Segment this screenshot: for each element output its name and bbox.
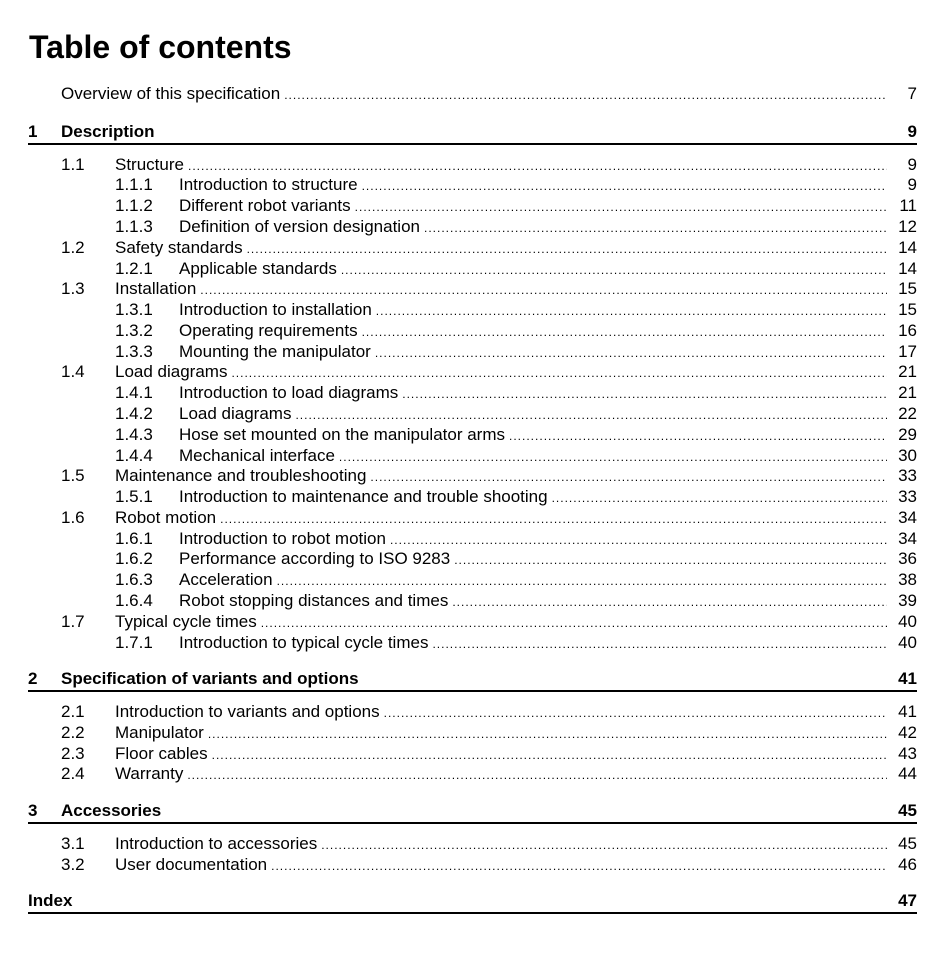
toc-page-number: 40 — [898, 612, 917, 631]
toc-page-number: 11 — [899, 196, 917, 215]
toc-entry-1-4-4[interactable] — [115, 446, 917, 467]
toc-entry-number: 1.4.4 — [115, 446, 153, 465]
toc-entry-number: 1.6 — [61, 508, 85, 527]
toc-entry-1-4-3[interactable] — [115, 425, 917, 446]
toc-entry-number: 1.3.3 — [115, 342, 153, 361]
toc-entry-label: Introduction to load diagrams — [179, 383, 399, 402]
toc-entry-1-3[interactable] — [61, 279, 917, 300]
toc-entry-1-1-3[interactable] — [115, 217, 917, 238]
toc-entry-1-6-3[interactable] — [115, 570, 917, 591]
toc-entry-number: 1.3.2 — [115, 321, 153, 340]
toc-entry-number: 1.2 — [61, 238, 85, 257]
toc-page-number: 38 — [898, 570, 917, 589]
toc-chapter-number: 2 — [28, 669, 38, 688]
toc-entry-1-1-1[interactable] — [115, 175, 917, 196]
toc-leader-dots — [231, 363, 887, 383]
toc-leader-dots — [247, 239, 887, 259]
toc-leader-dots — [552, 488, 887, 508]
toc-page-number: 14 — [898, 259, 917, 278]
toc-page-number: 44 — [898, 764, 917, 783]
toc-leader-dots — [384, 703, 887, 723]
toc-page-number: 36 — [898, 549, 917, 568]
toc-leader-dots — [339, 447, 887, 467]
toc-entry-number: 1.1.3 — [115, 217, 153, 236]
page-title: Table of contents — [29, 29, 292, 65]
toc-entry-label: Introduction to variants and options — [115, 702, 380, 721]
toc-page-number: 40 — [898, 633, 917, 652]
toc-page-number: 21 — [898, 362, 917, 381]
toc-entry-label: User documentation — [115, 855, 268, 874]
toc-entry-label: Hose set mounted on the manipulator arms — [179, 425, 506, 444]
toc-entry-number: 1.3 — [61, 279, 85, 298]
toc-page-number: 45 — [898, 834, 917, 853]
toc-entry-number: 1.5 — [61, 466, 85, 485]
toc-entry-label: Structure — [115, 155, 184, 174]
toc-leader-dots — [200, 280, 887, 300]
toc-page-number: 47 — [898, 891, 917, 910]
toc-entry-number: 1.4.1 — [115, 383, 153, 402]
toc-entry-label: Load diagrams — [179, 404, 292, 423]
toc-page-number: 30 — [898, 446, 917, 465]
toc-entry-label: Installation — [115, 279, 197, 298]
toc-leader-dots — [355, 197, 887, 217]
toc-entry-label: Robot stopping distances and times — [179, 591, 449, 610]
toc-leader-dots — [212, 745, 887, 765]
toc-page-number: 33 — [898, 487, 917, 506]
toc-leader-dots — [424, 218, 887, 238]
toc-page-number: 43 — [898, 744, 917, 763]
toc-page-number: 9 — [907, 155, 917, 174]
toc-page-number: 29 — [898, 425, 917, 444]
toc-entry-label: Safety standards — [115, 238, 243, 257]
toc-chapter-3[interactable] — [28, 801, 917, 824]
toc-entry-label: Definition of version designation — [179, 217, 420, 236]
toc-entry-1-1[interactable] — [61, 155, 917, 176]
toc-entry-number: 1.4.2 — [115, 404, 153, 423]
toc-leader-dots — [208, 724, 887, 744]
toc-leader-dots — [277, 571, 887, 591]
toc-page-number: 34 — [898, 508, 917, 527]
toc-page-number: 46 — [898, 855, 917, 874]
toc-page-number: 17 — [898, 342, 917, 361]
toc-page-number: 22 — [898, 404, 917, 423]
toc-entry-1-3-3[interactable] — [115, 342, 917, 363]
toc-entry-2-1[interactable] — [61, 702, 917, 723]
toc-leader-dots — [370, 467, 887, 487]
toc-page-number: 34 — [898, 529, 917, 548]
toc-entry-label: Warranty — [115, 764, 184, 783]
toc-page-number: 39 — [898, 591, 917, 610]
toc-entry-1-7[interactable] — [61, 612, 917, 633]
toc-page-number: 15 — [898, 300, 917, 319]
toc-entry-label: Introduction to robot motion — [179, 529, 386, 548]
toc-entry-number: 1.6.1 — [115, 529, 153, 548]
toc-entry-number: 1.4.3 — [115, 425, 153, 444]
toc-entry-2-4[interactable] — [61, 764, 917, 785]
toc-leader-dots — [188, 156, 887, 176]
toc-entry-number: 2.4 — [61, 764, 85, 783]
toc-page-number: 9 — [907, 175, 917, 194]
toc-entry-label: Introduction to accessories — [115, 834, 318, 853]
toc-entry-overview[interactable] — [61, 84, 917, 105]
toc-page-number: 14 — [898, 238, 917, 257]
toc-entry-number: 1.6.2 — [115, 549, 153, 568]
toc-leader-dots — [402, 384, 887, 404]
toc-entry-label: Overview of this specification — [61, 84, 281, 103]
toc-page-number: 15 — [898, 279, 917, 298]
toc-entry-label: Typical cycle times — [115, 612, 257, 631]
toc-leader-dots — [376, 301, 887, 321]
toc-entry-label: Manipulator — [115, 723, 204, 742]
toc-entry-number: 1.7.1 — [115, 633, 153, 652]
toc-chapter-number: 3 — [28, 801, 38, 820]
toc-leader-dots — [454, 550, 887, 570]
toc-chapter-index[interactable] — [28, 891, 917, 914]
toc-entry-number: 1.6.3 — [115, 570, 153, 589]
toc-entry-1-4[interactable] — [61, 362, 917, 383]
toc-entry-1-2[interactable] — [61, 238, 917, 259]
toc-entry-3-2[interactable] — [61, 855, 917, 876]
toc-entry-label: Mounting the manipulator — [179, 342, 371, 361]
toc-leader-dots — [284, 85, 887, 105]
toc-entry-label: Different robot variants — [179, 196, 351, 215]
toc-chapter-label: Accessories — [61, 801, 162, 820]
toc-entry-1-6-4[interactable] — [115, 591, 917, 612]
toc-entry-1-6-2[interactable] — [115, 549, 917, 570]
toc-page-number: 21 — [898, 383, 917, 402]
toc-entry-label: Applicable standards — [179, 259, 337, 278]
toc-page-number: 9 — [907, 122, 917, 141]
toc-chapter-label: Description — [61, 122, 155, 141]
toc-entry-1-4-1[interactable] — [115, 383, 917, 404]
toc-entry-label: Introduction to typical cycle times — [179, 633, 429, 652]
toc-entry-number: 1.7 — [61, 612, 85, 631]
toc-leader-dots — [271, 856, 887, 876]
toc-leader-dots — [321, 835, 887, 855]
toc-leader-dots — [452, 592, 887, 612]
toc-leader-dots — [509, 426, 887, 446]
toc-leader-dots — [362, 176, 887, 196]
toc-entry-1-5-1[interactable] — [115, 487, 917, 508]
toc-entry-1-3-2[interactable] — [115, 321, 917, 342]
toc-chapter-2[interactable] — [28, 669, 917, 692]
toc-entry-number: 3.1 — [61, 834, 85, 853]
toc-leader-dots — [261, 613, 887, 633]
toc-entry-number: 1.4 — [61, 362, 85, 381]
toc-entry-label: Floor cables — [115, 744, 208, 763]
toc-leader-dots — [295, 405, 887, 425]
toc-entry-label: Maintenance and troubleshooting — [115, 466, 367, 485]
toc-entry-2-3[interactable] — [61, 744, 917, 765]
toc-leader-dots — [432, 634, 887, 654]
toc-entry-1-2-1[interactable] — [115, 259, 917, 280]
toc-entry-label: Acceleration — [179, 570, 273, 589]
toc-entry-label: Load diagrams — [115, 362, 228, 381]
toc-leader-dots — [220, 509, 887, 529]
toc-entry-number: 1.1 — [61, 155, 85, 174]
toc-page-number: 41 — [898, 702, 917, 721]
toc-entry-label: Introduction to installation — [179, 300, 372, 319]
toc-entry-label: Mechanical interface — [179, 446, 335, 465]
toc-entry-label: Operating requirements — [179, 321, 358, 340]
toc-entry-1-7-1[interactable] — [115, 633, 917, 654]
toc-entry-1-1-2[interactable] — [115, 196, 917, 217]
toc-page-number: 7 — [907, 84, 917, 103]
toc-chapter-number: 1 — [28, 122, 38, 141]
toc-entry-label: Introduction to structure — [179, 175, 358, 194]
toc-entry-label: Robot motion — [115, 508, 217, 527]
toc-entry-label: Performance according to ISO 9283 — [179, 549, 451, 568]
toc-entry-3-1[interactable] — [61, 834, 917, 855]
toc-page-number: 16 — [898, 321, 917, 340]
toc-entry-number: 1.3.1 — [115, 300, 153, 319]
toc-chapter-1[interactable] — [28, 122, 917, 145]
toc-page-number: 12 — [898, 217, 917, 236]
toc-leader-dots — [362, 322, 887, 342]
toc-entry-number: 2.2 — [61, 723, 85, 742]
toc-entry-1-6[interactable] — [61, 508, 917, 529]
toc-leader-dots — [375, 343, 887, 363]
toc-entry-number: 1.5.1 — [115, 487, 153, 506]
toc-entry-1-6-1[interactable] — [115, 529, 917, 550]
toc-page-number: 41 — [898, 669, 917, 688]
toc-entry-number: 3.2 — [61, 855, 85, 874]
toc-entry-number: 1.1.2 — [115, 196, 153, 215]
toc-entry-number: 2.1 — [61, 702, 85, 721]
toc-entry-number: 1.6.4 — [115, 591, 153, 610]
toc-entry-1-3-1[interactable] — [115, 300, 917, 321]
toc-entry-number: 1.2.1 — [115, 259, 153, 278]
toc-page-number: 42 — [898, 723, 917, 742]
toc-entry-number: 2.3 — [61, 744, 85, 763]
toc-leader-dots — [341, 260, 887, 280]
toc-entry-1-4-2[interactable] — [115, 404, 917, 425]
toc-entry-1-5[interactable] — [61, 466, 917, 487]
toc-chapter-label: Index — [28, 891, 73, 910]
toc-entry-label: Introduction to maintenance and trouble shooting — [179, 487, 548, 506]
toc-page-number: 45 — [898, 801, 917, 820]
toc-leader-dots — [187, 765, 887, 785]
toc-entry-2-2[interactable] — [61, 723, 917, 744]
toc-leader-dots — [390, 530, 887, 550]
toc-chapter-label: Specification of variants and options — [61, 669, 359, 688]
toc-entry-number: 1.1.1 — [115, 175, 153, 194]
toc-page-number: 33 — [898, 466, 917, 485]
